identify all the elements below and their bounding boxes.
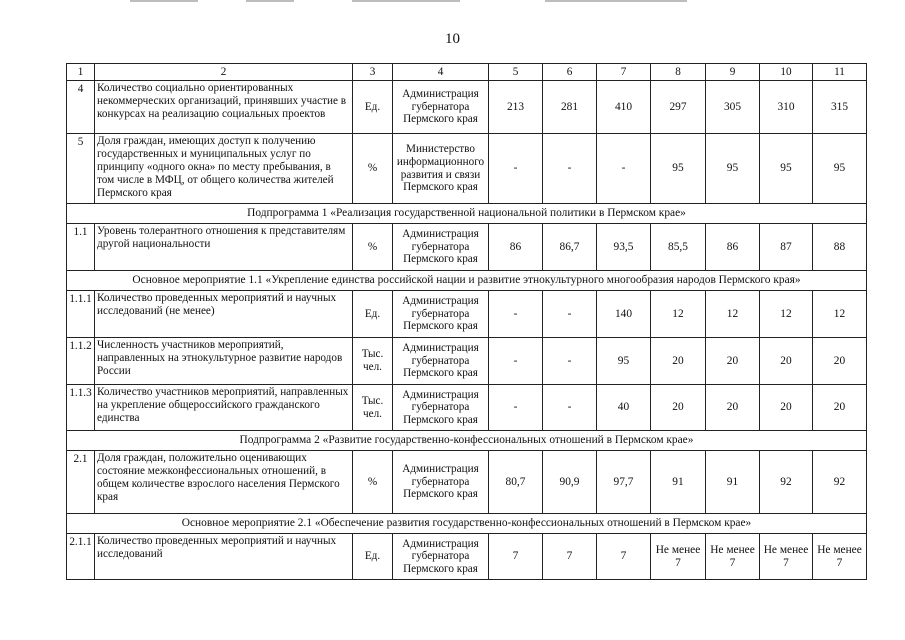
- row-number: 2.1: [67, 451, 95, 514]
- value-cell: Не менее 7: [813, 534, 867, 580]
- value-cell: 20: [651, 385, 706, 431]
- column-header: 6: [543, 64, 597, 81]
- table-row: [67, 534, 867, 580]
- column-header: 5: [489, 64, 543, 81]
- row-number: 1.1.2: [67, 338, 95, 385]
- value-cell: 95: [813, 134, 867, 204]
- value-cell: 7: [489, 534, 543, 580]
- value-cell: 7: [597, 534, 651, 580]
- value-cell: Не менее 7: [706, 534, 760, 580]
- value-cell: Не менее 7: [760, 534, 813, 580]
- section-heading: Основное мероприятие 1.1 «Укрепление единства российской нации и развитие этнокультурного многообразия народов Пермского края»: [67, 271, 867, 291]
- column-header: 11: [813, 64, 867, 81]
- value-cell: 315: [813, 81, 867, 134]
- responsible-cell: Администрация губернатора Пермского края: [393, 534, 489, 580]
- header-row: [67, 64, 867, 81]
- top-edge-rule: [545, 0, 687, 2]
- table-row: [67, 134, 867, 204]
- column-header: 3: [353, 64, 393, 81]
- row-number: 2.1.1: [67, 534, 95, 580]
- section-heading-row: [67, 514, 867, 534]
- value-cell: 20: [813, 385, 867, 431]
- value-cell: 410: [597, 81, 651, 134]
- indicator-name: Численность участников мероприятий, направленных на этнокультурное развитие народов России: [95, 338, 353, 385]
- section-heading-row: [67, 204, 867, 224]
- section-heading: Основное мероприятие 2.1 «Обеспечение развития государственно-конфессиональных отношений в Пермском крае»: [67, 514, 867, 534]
- table-row: [67, 385, 867, 431]
- column-header: 1: [67, 64, 95, 81]
- value-cell: -: [489, 291, 543, 338]
- value-cell: 20: [760, 338, 813, 385]
- indicator-name: Уровень толерантного отношения к представителям другой национальности: [95, 224, 353, 271]
- value-cell: 92: [813, 451, 867, 514]
- indicator-name: Количество проведенных мероприятий и научных исследований: [95, 534, 353, 580]
- value-cell: 86: [489, 224, 543, 271]
- value-cell: 85,5: [651, 224, 706, 271]
- value-cell: 95: [760, 134, 813, 204]
- top-edge-rule: [246, 0, 294, 2]
- unit-cell: Ед.: [353, 291, 393, 338]
- responsible-cell: Администрация губернатора Пермского края: [393, 224, 489, 271]
- indicator-name: Количество социально ориентированных некоммерческих организаций, принявших участие в конкурсах на реализацию социальных проектов: [95, 81, 353, 134]
- unit-cell: %: [353, 134, 393, 204]
- row-number: 5: [67, 134, 95, 204]
- table-row: [67, 224, 867, 271]
- value-cell: 281: [543, 81, 597, 134]
- row-number: 1.1.1: [67, 291, 95, 338]
- value-cell: 88: [813, 224, 867, 271]
- indicator-name: Доля граждан, имеющих доступ к получению государственных и муниципальных услуг по принципу «одного окна» по месту пребывания, в том числе в МФЦ, от общего количества жителей Пермского края: [95, 134, 353, 204]
- column-header: 9: [706, 64, 760, 81]
- column-header: 8: [651, 64, 706, 81]
- section-heading: Подпрограмма 2 «Развитие государственно-конфессиональных отношений в Пермском крае»: [67, 431, 867, 451]
- value-cell: 297: [651, 81, 706, 134]
- page-number: 10: [445, 31, 460, 47]
- value-cell: -: [489, 134, 543, 204]
- value-cell: 87: [760, 224, 813, 271]
- value-cell: -: [543, 134, 597, 204]
- unit-cell: Тыс. чел.: [353, 385, 393, 431]
- responsible-cell: Администрация губернатора Пермского края: [393, 338, 489, 385]
- value-cell: 310: [760, 81, 813, 134]
- row-number: 4: [67, 81, 95, 134]
- value-cell: -: [597, 134, 651, 204]
- value-cell: 20: [706, 385, 760, 431]
- unit-cell: Ед.: [353, 534, 393, 580]
- table-row: [67, 81, 867, 134]
- value-cell: 86: [706, 224, 760, 271]
- responsible-cell: Администрация губернатора Пермского края: [393, 291, 489, 338]
- table-row: [67, 451, 867, 514]
- value-cell: 20: [651, 338, 706, 385]
- value-cell: -: [489, 338, 543, 385]
- value-cell: 12: [760, 291, 813, 338]
- section-heading: Подпрограмма 1 «Реализация государственной национальной политики в Пермском крае»: [67, 204, 867, 224]
- row-number: 1.1.3: [67, 385, 95, 431]
- top-edge-rule: [130, 0, 198, 2]
- value-cell: -: [543, 385, 597, 431]
- top-edge-rule: [352, 0, 460, 2]
- table-row: [67, 291, 867, 338]
- value-cell: 86,7: [543, 224, 597, 271]
- indicator-name: Количество проведенных мероприятий и научных исследований (не менее): [95, 291, 353, 338]
- unit-cell: %: [353, 224, 393, 271]
- value-cell: 92: [760, 451, 813, 514]
- value-cell: -: [489, 385, 543, 431]
- value-cell: 12: [706, 291, 760, 338]
- value-cell: 305: [706, 81, 760, 134]
- value-cell: -: [543, 338, 597, 385]
- indicator-name: Количество участников мероприятий, направленных на укрепление общероссийского гражданского единства: [95, 385, 353, 431]
- value-cell: 95: [651, 134, 706, 204]
- indicator-name: Доля граждан, положительно оценивающих состояние межконфессиональных отношений, в общем количестве взрослого населения Пермского края: [95, 451, 353, 514]
- value-cell: 95: [597, 338, 651, 385]
- value-cell: 20: [760, 385, 813, 431]
- value-cell: 12: [813, 291, 867, 338]
- responsible-cell: Министерство информационного развития и связи Пермского края: [393, 134, 489, 204]
- value-cell: Не менее 7: [651, 534, 706, 580]
- column-header: 2: [95, 64, 353, 81]
- value-cell: 40: [597, 385, 651, 431]
- column-header: 10: [760, 64, 813, 81]
- column-header: 7: [597, 64, 651, 81]
- value-cell: 91: [651, 451, 706, 514]
- table-row: [67, 338, 867, 385]
- unit-cell: Ед.: [353, 81, 393, 134]
- responsible-cell: Администрация губернатора Пермского края: [393, 81, 489, 134]
- value-cell: 93,5: [597, 224, 651, 271]
- value-cell: 140: [597, 291, 651, 338]
- value-cell: 95: [706, 134, 760, 204]
- unit-cell: %: [353, 451, 393, 514]
- value-cell: 91: [706, 451, 760, 514]
- unit-cell: Тыс. чел.: [353, 338, 393, 385]
- value-cell: -: [543, 291, 597, 338]
- section-heading-row: [67, 431, 867, 451]
- value-cell: 7: [543, 534, 597, 580]
- indicators-table: [66, 63, 867, 580]
- value-cell: 12: [651, 291, 706, 338]
- value-cell: 80,7: [489, 451, 543, 514]
- section-heading-row: [67, 271, 867, 291]
- row-number: 1.1: [67, 224, 95, 271]
- responsible-cell: Администрация губернатора Пермского края: [393, 451, 489, 514]
- value-cell: 20: [813, 338, 867, 385]
- value-cell: 213: [489, 81, 543, 134]
- value-cell: 20: [706, 338, 760, 385]
- column-header: 4: [393, 64, 489, 81]
- responsible-cell: Администрация губернатора Пермского края: [393, 385, 489, 431]
- value-cell: 97,7: [597, 451, 651, 514]
- value-cell: 90,9: [543, 451, 597, 514]
